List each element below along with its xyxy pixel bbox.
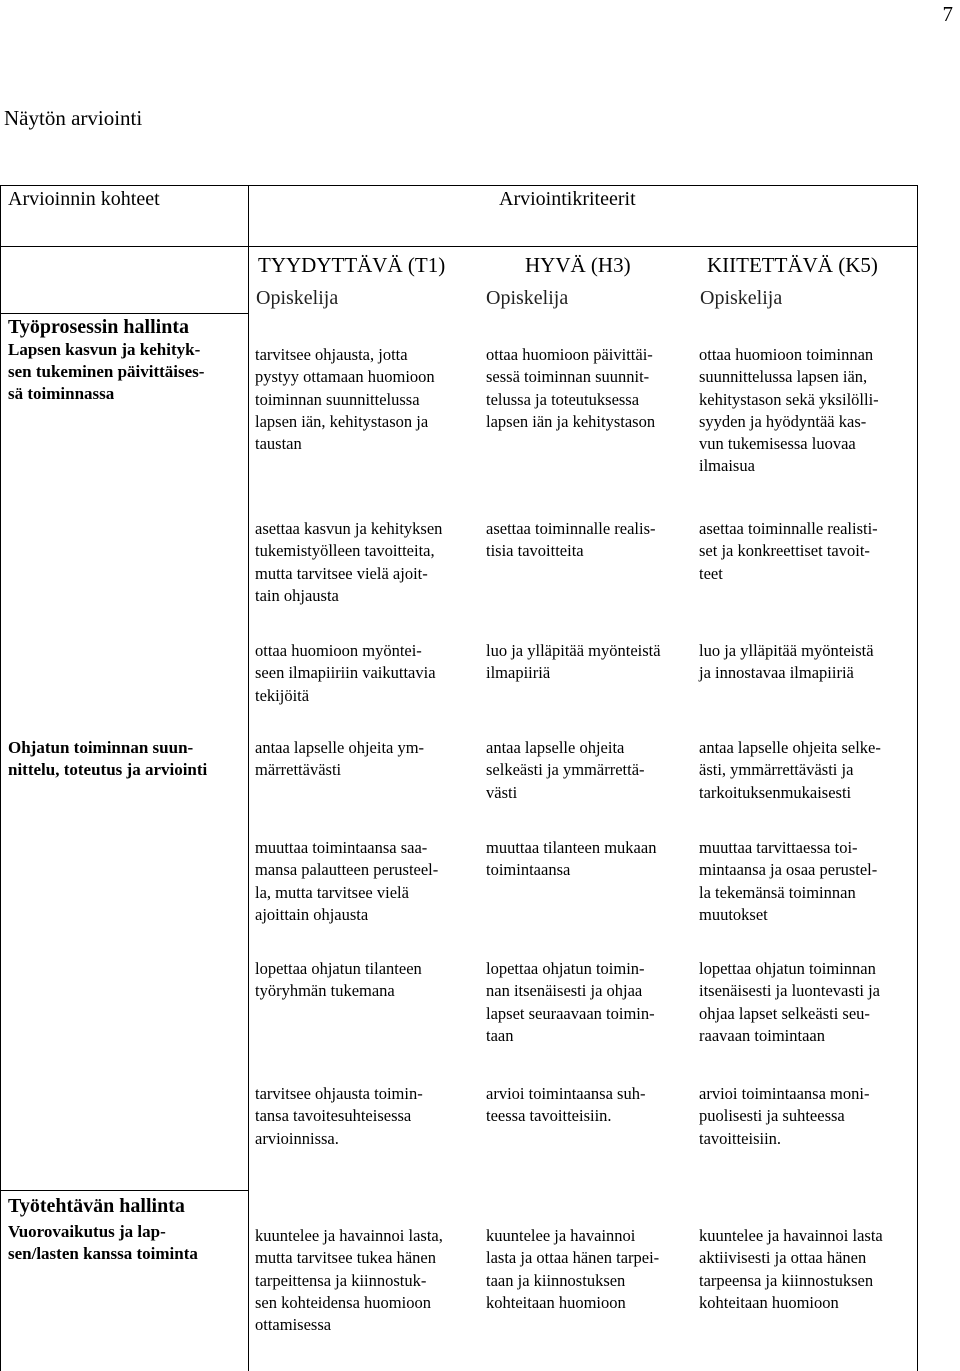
criteria-cell: lopettaa ohjatun tilanteen työryhmän tukemana (255, 959, 422, 1001)
section-guided-activity (8, 737, 243, 781)
subject-label-t1: Opiskelija (256, 287, 339, 309)
criteria-cell: lopettaa ohjatun toiminnan itsenäisesti ja luontevasti ja ohjaa lapset selkeästi seu- raavaan toimintaan (699, 959, 881, 1045)
criteria-cell: muuttaa tilanteen mukaan toimintaansa (486, 838, 657, 880)
level-excellent: KIITETTÄVÄ (K5) (707, 253, 878, 277)
criteria-cell: lopettaa ohjatun toimin- nan itsenäisesti ja ohjaa lapset seuraavaan toimin- taan (486, 959, 655, 1045)
section-title: Työprosessin hallinta (8, 316, 189, 338)
criteria-cell: ottaa huomioon myöntei- seen ilmapiiriin vaikuttavia tekijöitä (255, 641, 436, 705)
criteria-cell: arvioi toimintaansa moni- puolisesti ja suhteessa tavoitteisiin. (699, 1084, 870, 1148)
criteria-cell: kuuntelee ja havainnoi lasta aktiivisesti ja ottaa hänen tarpeensa ja kiinnostuksen kohteitaan huomioon (699, 1226, 883, 1312)
criteria-cell: arvioi toimintaansa suh- teessa tavoitteisiin. (486, 1084, 646, 1126)
header-evaluation-targets: Arvioinnin kohteet (8, 188, 160, 210)
section-title: Työtehtävän hallinta (8, 1195, 185, 1217)
page-title: Näytön arviointi (4, 106, 143, 130)
level-satisfactory: TYYDYTTÄVÄ (T1) (258, 253, 446, 277)
section-subtitle: Lapsen kasvun ja kehityk- sen tukeminen päivittäises- sä toiminnassa (8, 340, 205, 403)
criteria-cell: luo ja ylläpitää myönteistä ja innostavaa ilmapiiriä (699, 641, 874, 683)
criteria-cell: ottaa huomioon toiminnan suunnittelussa lapsen iän, kehitystason sekä yksilölli- syyden ja hyödyntää kas- vun tukemisessa luovaa ilmaisua (699, 345, 879, 476)
criteria-cell: tarvitsee ohjausta toimin- tansa tavoitesuhteisessa arvioinnissa. (255, 1084, 423, 1148)
header-evaluation-criteria: Arviointikriteerit (499, 188, 636, 210)
criteria-cell: kuuntelee ja havainnoi lasta, mutta tarvitsee tukea hänen tarpeittensa ja kiinnostuk- sen kohteidensa huomioon ottamisessa (255, 1226, 443, 1335)
criteria-cell: asettaa kasvun ja kehityksen tukemistyölleen tavoitteita, mutta tarvitsee vielä ajoit- tain ohjausta (255, 519, 443, 605)
subject-label-h3: Opiskelija (486, 287, 569, 309)
section-work-task (8, 1194, 243, 1265)
level-good: HYVÄ (H3) (525, 253, 631, 277)
criteria-cell: tarvitsee ohjausta, jotta pystyy ottamaan huomioon toiminnan suunnittelussa lapsen iän, kehitystason ja taustan (255, 345, 435, 454)
criteria-cell: antaa lapselle ohjeita selkeästi ja ymmärrettä- västi (486, 738, 645, 802)
section-subtitle: Ohjatun toiminnan suun- nittelu, toteutus ja arviointi (8, 738, 208, 779)
criteria-cell: asettaa toiminnalle realis- tisia tavoitteita (486, 519, 656, 561)
criteria-cell: antaa lapselle ohjeita selke- ästi, ymmärrettävästi ja tarkoituksenmukaisesti (699, 738, 881, 802)
section-subtitle: Vuorovaikutus ja lap- sen/lasten kanssa toiminta (8, 1222, 198, 1263)
criteria-cell: muuttaa tarvittaessa toi- mintaansa ja osaa perustel- la tekemänsä toiminnan muutokset (699, 838, 878, 924)
page-number: 7 (942, 2, 953, 26)
criteria-cell: kuuntelee ja havainnoi lasta ja ottaa hänen tarpei- taan ja kiinnostuksen kohteitaan huomioon (486, 1226, 660, 1312)
criteria-cell: asettaa toiminnalle realisti- set ja konkreettiset tavoit- teet (699, 519, 878, 583)
criteria-cell: antaa lapselle ohjeita ym- märrettävästi (255, 738, 425, 780)
criteria-cell: muuttaa toimintaansa saa- mansa palautteen perusteel- la, mutta tarvitsee vielä ajoittain ohjausta (255, 838, 439, 924)
criteria-cell: luo ja ylläpitää myönteistä ilmapiiriä (486, 641, 661, 683)
subject-label-k5: Opiskelija (700, 287, 783, 309)
section-work-process (8, 315, 243, 405)
criteria-cell: ottaa huomioon päivittäi- sessä toiminnan suunnit- telussa ja toteutuksessa lapsen iän ja kehitystason (486, 345, 656, 431)
